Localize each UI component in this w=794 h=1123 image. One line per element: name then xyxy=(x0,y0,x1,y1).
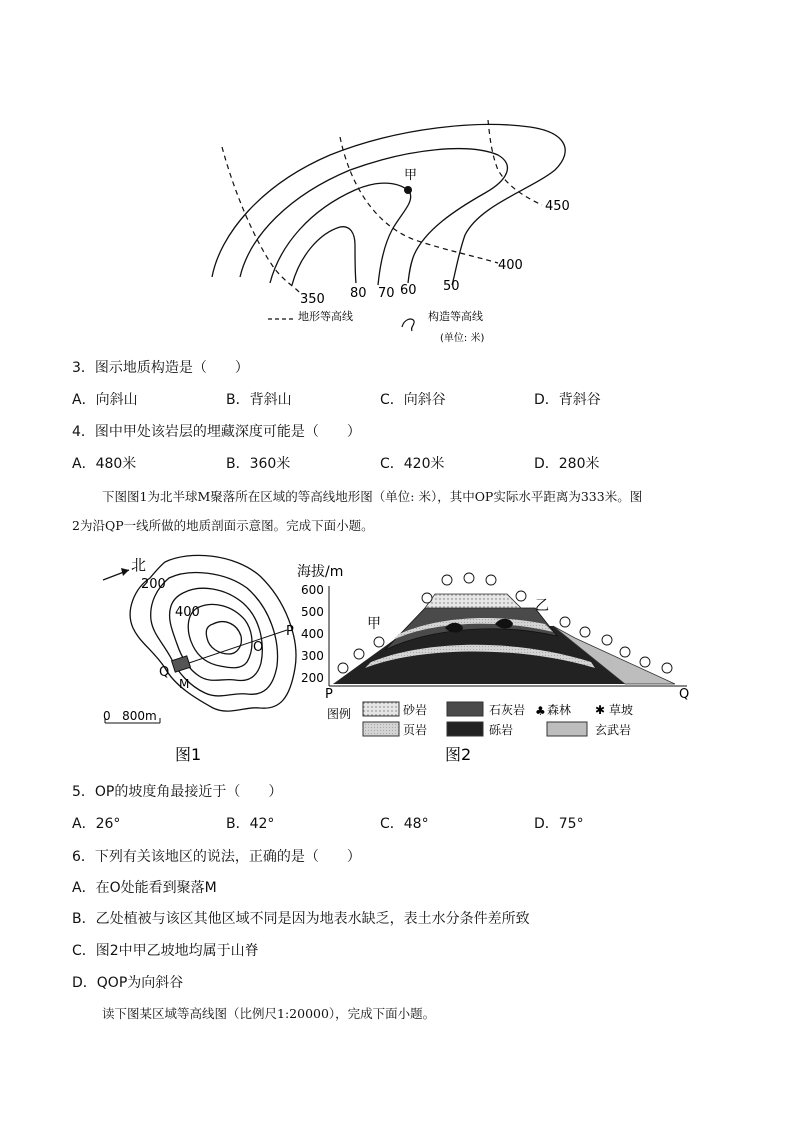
legend-terrain: 地形等高线 xyxy=(298,310,353,323)
contour-label-400: 400 xyxy=(498,258,523,273)
q3-option-b[interactable]: B．背斜山 xyxy=(226,392,292,408)
structure-contour-70 xyxy=(270,183,411,285)
fig1-contour-5 xyxy=(206,622,241,654)
label-jia: 甲 xyxy=(404,168,418,183)
terrain-contour-350 xyxy=(222,147,300,293)
fig1-point-p: P xyxy=(286,624,294,639)
q3-option-d[interactable]: D．背斜谷 xyxy=(534,392,601,408)
q5-option-d[interactable]: D．75° xyxy=(534,816,584,832)
q6-option-b[interactable]: B．乙处植被与该区其他区域不同是因为地表水缺乏，表土水分条件差所致 xyxy=(72,911,530,927)
contour-label-80: 80 xyxy=(350,286,367,301)
figure-1-contour-map xyxy=(95,548,305,768)
q6-option-d[interactable]: D．QOP为向斜谷 xyxy=(72,975,184,991)
question-3-stem: 3．图示地质构造是（ ） xyxy=(72,360,249,376)
fig2-ylabel: 海拔/m xyxy=(297,564,344,580)
terrain-contour-450 xyxy=(488,120,542,205)
q3-option-a[interactable]: A．向斜山 xyxy=(72,392,138,408)
q5-option-b[interactable]: B．42° xyxy=(226,816,275,832)
question-5-stem: 5．OP的坡度角最接近于（ ） xyxy=(72,784,283,800)
fig2-ytick-600: 600 xyxy=(301,583,324,597)
q4-option-b[interactable]: B．360米 xyxy=(226,456,291,472)
fig1-line-qp xyxy=(183,630,287,665)
legend-forest: 森林 xyxy=(547,703,572,717)
grass-icon: ✱ xyxy=(595,703,606,717)
fig2-label-p: P xyxy=(325,687,333,702)
fig1-contour-label-200: 200 xyxy=(141,577,166,592)
fig2-layer-sandstone xyxy=(425,594,521,608)
fig2-caption: 图2 xyxy=(445,745,472,764)
q3-option-c[interactable]: C．向斜谷 xyxy=(380,392,446,408)
fig2-label-jia: 甲 xyxy=(367,616,381,632)
fig2-ytick-500: 500 xyxy=(301,605,324,619)
fig2-ytick-200: 200 xyxy=(301,671,324,685)
top-contour-figure xyxy=(200,115,600,350)
forest-icon: ♣ xyxy=(535,704,546,718)
q4-option-a[interactable]: A．480米 xyxy=(72,456,137,472)
figure-2-geologic-section xyxy=(295,558,700,770)
fig2-ytick-400: 400 xyxy=(301,627,324,641)
question-4-stem: 4．图中甲处该岩层的埋藏深度可能是（ ） xyxy=(72,424,361,440)
contour-label-450: 450 xyxy=(545,199,570,214)
q4-option-d[interactable]: D．280米 xyxy=(534,456,600,472)
fig1-contour-label-400: 400 xyxy=(175,605,200,620)
legend-limestone: 石灰岩 xyxy=(489,703,526,717)
fig1-scale: 0 800m xyxy=(103,709,157,723)
fig1-point-m: M xyxy=(179,677,190,691)
legend-unit: (单位: 米) xyxy=(440,333,485,344)
q5-option-a[interactable]: A．26° xyxy=(72,816,121,832)
legend-sandstone: 砂岩 xyxy=(403,703,428,717)
fig1-settlement-m xyxy=(172,656,191,672)
q6-option-a[interactable]: A．在O处能看到聚落M xyxy=(72,880,217,896)
legend-shale: 页岩 xyxy=(403,723,428,737)
intro-2-line-1: 下图图1为北半球M聚落所在区域的等高线地形图（单位: 米），其中OP实际水平距离为333米。图 xyxy=(102,489,643,504)
fig1-contour-2 xyxy=(151,573,278,696)
fig2-label-q: Q xyxy=(679,687,690,702)
point-jia-marker xyxy=(404,186,412,194)
question-6-stem: 6．下列有关该地区的说法，正确的是（ ） xyxy=(72,849,361,865)
legend-structure: 构造等高线 xyxy=(428,310,483,323)
fig1-point-q: Q xyxy=(159,665,170,680)
fig1-caption: 图1 xyxy=(175,745,202,764)
north-arrow-icon xyxy=(121,568,129,576)
q6-option-c[interactable]: C．图2中甲乙坡地均属于山脊 xyxy=(72,943,259,959)
q5-option-c[interactable]: C．48° xyxy=(380,816,429,832)
contour-label-70: 70 xyxy=(378,286,395,301)
intro-3: 读下图某区域等高线图（比例尺1:20000），完成下面小题。 xyxy=(102,1006,436,1021)
structure-contour-80 xyxy=(292,227,356,285)
contour-label-50: 50 xyxy=(443,279,460,294)
structure-contour-60 xyxy=(240,149,507,283)
contour-label-350: 350 xyxy=(300,292,325,307)
legend-basalt: 玄武岩 xyxy=(595,723,632,737)
legend-conglomerate: 砾岩 xyxy=(489,723,514,737)
contour-label-60: 60 xyxy=(400,283,417,298)
intro-2-line-2: 2为沿QP一线所做的地质剖面示意图。完成下面小题。 xyxy=(72,518,374,533)
legend-grass: 草坡 xyxy=(609,703,634,717)
fig2-label-yi: 乙 xyxy=(535,598,549,614)
fig1-point-o: O xyxy=(253,640,264,655)
fig2-legend-title: 图例 xyxy=(327,707,352,721)
q4-option-c[interactable]: C．420米 xyxy=(380,456,445,472)
terrain-contour-400 xyxy=(340,137,498,263)
fig2-ytick-300: 300 xyxy=(301,649,324,663)
fig1-north-label: 北 xyxy=(131,556,147,574)
